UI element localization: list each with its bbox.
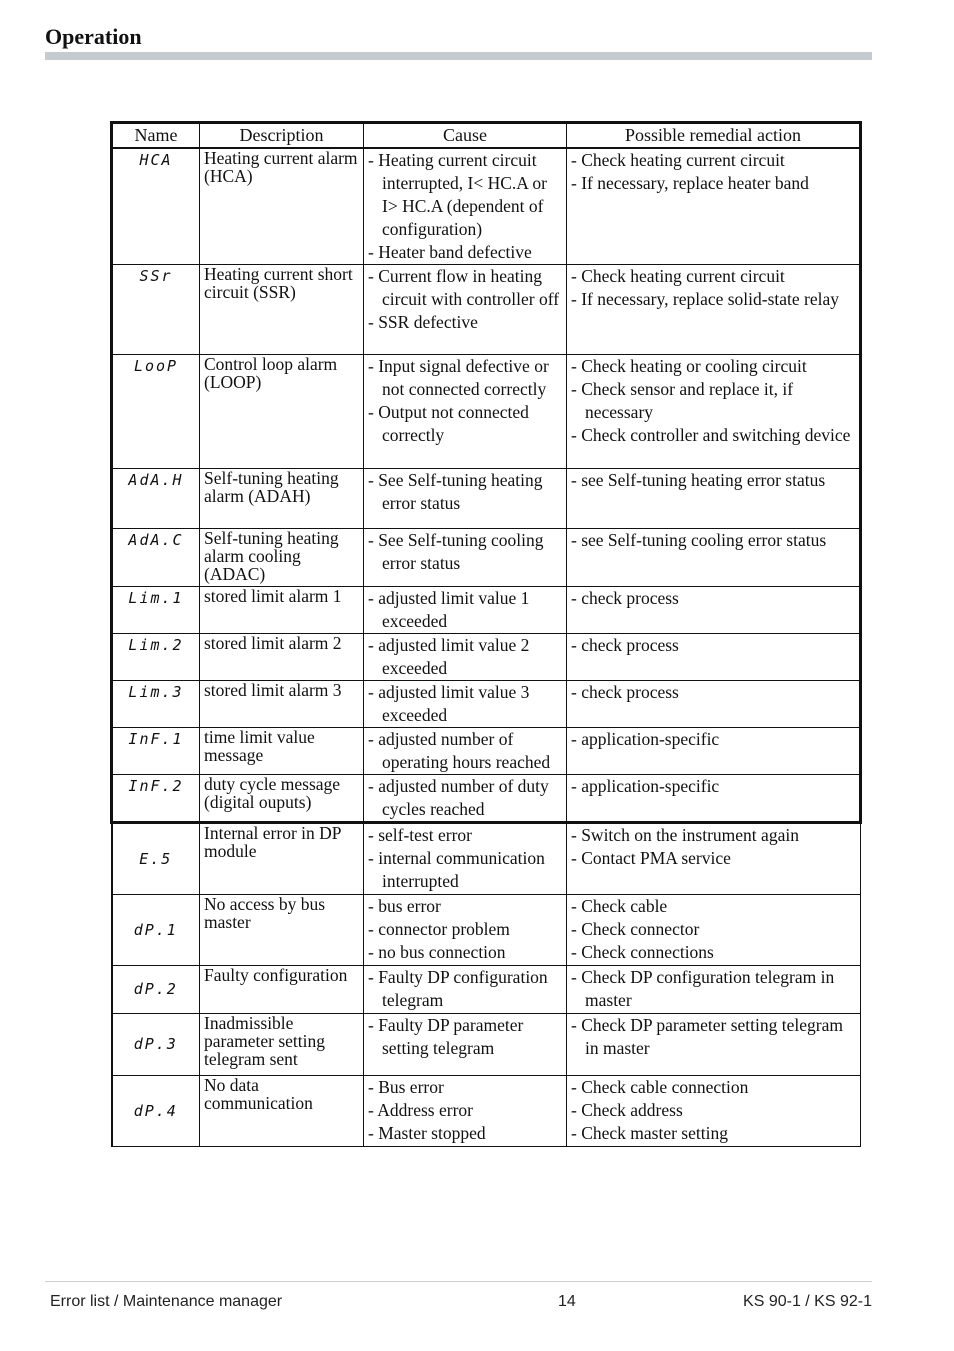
table-row bbox=[112, 634, 861, 681]
cause-list bbox=[368, 634, 562, 680]
remedy-list bbox=[571, 775, 855, 798]
error-description: Self-tuning heating alarm cooling (ADAC) bbox=[200, 529, 364, 587]
error-description: time limit value message bbox=[200, 728, 364, 775]
error-code: Lim.1 bbox=[112, 587, 200, 634]
column-header-remedy: Possible remedial action bbox=[567, 123, 861, 149]
error-cause bbox=[364, 895, 567, 966]
cause-list bbox=[368, 529, 562, 575]
remedy-item: - Check connector bbox=[571, 918, 856, 941]
remedy-item: - Check cable bbox=[571, 895, 856, 918]
error-code: dP.1 bbox=[112, 895, 200, 966]
remedial-action bbox=[567, 469, 861, 529]
cause-item: - SSR defective bbox=[368, 311, 562, 334]
cause-item: - Faulty DP configuration telegram bbox=[368, 966, 562, 1012]
remedial-action bbox=[567, 823, 861, 895]
remedial-action bbox=[567, 529, 861, 587]
error-description: Self-tuning heating alarm (ADAH) bbox=[200, 469, 364, 529]
remedy-item: - Contact PMA service bbox=[571, 847, 856, 870]
table-row bbox=[112, 728, 861, 775]
cause-item: - See Self-tuning heating error status bbox=[368, 469, 562, 515]
error-description: stored limit alarm 3 bbox=[200, 681, 364, 728]
cause-item: - Current flow in heating circuit with controller off bbox=[368, 265, 562, 311]
error-code: SSr bbox=[112, 265, 200, 355]
remedial-action bbox=[567, 728, 861, 775]
remedial-action bbox=[567, 587, 861, 634]
cause-item: - Address error bbox=[368, 1099, 562, 1122]
table-header-row bbox=[112, 123, 861, 149]
footer-product-name: KS 90-1 / KS 92-1 bbox=[743, 1293, 872, 1310]
error-code: dP.4 bbox=[112, 1076, 200, 1147]
error-description: No data communication bbox=[200, 1076, 364, 1147]
title-rule bbox=[45, 52, 872, 60]
remedy-item: - check process bbox=[571, 587, 855, 610]
cause-item: - Output not connected correctly bbox=[368, 401, 562, 447]
error-cause bbox=[364, 634, 567, 681]
cause-item: - Input signal defective or not connected correctly bbox=[368, 355, 562, 401]
remedy-item: - Check connections bbox=[571, 941, 856, 964]
remedial-action bbox=[567, 148, 861, 265]
table-row bbox=[112, 355, 861, 469]
remedy-item: - Switch on the instrument again bbox=[571, 824, 856, 847]
error-code: InF.1 bbox=[112, 728, 200, 775]
table-row bbox=[112, 587, 861, 634]
error-description: Heating current short circuit (SSR) bbox=[200, 265, 364, 355]
error-cause bbox=[364, 823, 567, 895]
cause-item: - Heater band defective bbox=[368, 241, 562, 264]
remedy-list bbox=[571, 587, 855, 610]
error-description: Faulty configuration bbox=[200, 966, 364, 1014]
remedial-action bbox=[567, 681, 861, 728]
table-row bbox=[112, 823, 861, 895]
remedial-action bbox=[567, 355, 861, 469]
cause-list bbox=[368, 1076, 562, 1145]
table-row bbox=[112, 681, 861, 728]
cause-list bbox=[368, 728, 562, 774]
cause-item: - adjusted limit value 3 exceeded bbox=[368, 681, 562, 727]
remedy-item: - Check sensor and replace it, if necessary bbox=[571, 378, 855, 424]
remedy-item: - check process bbox=[571, 634, 855, 657]
remedy-item: - Check DP parameter setting telegram in master bbox=[571, 1014, 856, 1060]
error-cause bbox=[364, 587, 567, 634]
cause-item: - connector problem bbox=[368, 918, 562, 941]
table-row bbox=[112, 148, 861, 265]
remedy-list bbox=[571, 265, 855, 311]
remedy-item: - Check address bbox=[571, 1099, 856, 1122]
remedy-item: - see Self-tuning heating error status bbox=[571, 469, 855, 492]
remedy-list bbox=[571, 634, 855, 657]
error-code: AdA.C bbox=[112, 529, 200, 587]
error-cause bbox=[364, 728, 567, 775]
remedy-list bbox=[571, 1076, 856, 1145]
remedy-item: - If necessary, replace solid-state relay bbox=[571, 288, 855, 311]
error-description: Heating current alarm (HCA) bbox=[200, 148, 364, 265]
error-description: stored limit alarm 2 bbox=[200, 634, 364, 681]
cause-item: - Heating current circuit interrupted, I< HC.A or I> HC.A (dependent of configuration) bbox=[368, 149, 562, 241]
cause-item: - no bus connection bbox=[368, 941, 562, 964]
cause-item: - See Self-tuning cooling error status bbox=[368, 529, 562, 575]
table-row bbox=[112, 895, 861, 966]
cause-list bbox=[368, 895, 562, 964]
error-description: Internal error in DP module bbox=[200, 823, 364, 895]
remedy-item: - Check DP configuration telegram in master bbox=[571, 966, 856, 1012]
cause-item: - adjusted number of duty cycles reached bbox=[368, 775, 562, 821]
remedy-item: - Check heating current circuit bbox=[571, 149, 855, 172]
error-description: duty cycle message (digital ouputs) bbox=[200, 775, 364, 823]
remedy-list bbox=[571, 469, 855, 492]
remedy-list bbox=[571, 895, 856, 964]
error-cause bbox=[364, 355, 567, 469]
error-cause bbox=[364, 1076, 567, 1147]
error-cause bbox=[364, 469, 567, 529]
remedy-item: - Check master setting bbox=[571, 1122, 856, 1145]
cause-list bbox=[368, 775, 562, 821]
error-code: Lim.3 bbox=[112, 681, 200, 728]
error-code: HCA bbox=[112, 148, 200, 265]
remedy-item: - If necessary, replace heater band bbox=[571, 172, 855, 195]
footer-rule bbox=[45, 1281, 872, 1282]
remedy-item: - Check controller and switching device bbox=[571, 424, 855, 447]
remedial-action bbox=[567, 1076, 861, 1147]
remedial-action bbox=[567, 265, 861, 355]
cause-item: - internal communication interrupted bbox=[368, 847, 562, 893]
error-cause bbox=[364, 1014, 567, 1076]
cause-item: - bus error bbox=[368, 895, 562, 918]
error-code: AdA.H bbox=[112, 469, 200, 529]
cause-list bbox=[368, 355, 562, 447]
table-row bbox=[112, 1076, 861, 1147]
remedy-list bbox=[571, 355, 855, 447]
remedy-list bbox=[571, 728, 855, 751]
remedy-item: - Check heating or cooling circuit bbox=[571, 355, 855, 378]
cause-list bbox=[368, 265, 562, 334]
cause-item: - self-test error bbox=[368, 824, 562, 847]
error-cause bbox=[364, 148, 567, 265]
remedial-action bbox=[567, 775, 861, 823]
error-code: Lim.2 bbox=[112, 634, 200, 681]
remedy-item: - Check heating current circuit bbox=[571, 265, 855, 288]
cause-list bbox=[368, 587, 562, 633]
cause-item: - adjusted limit value 2 exceeded bbox=[368, 634, 562, 680]
remedy-item: - Check cable connection bbox=[571, 1076, 856, 1099]
error-description: Inadmissible parameter setting telegram sent bbox=[200, 1014, 364, 1076]
cause-list bbox=[368, 966, 562, 1012]
column-header-name: Name bbox=[112, 123, 200, 149]
error-code: E.5 bbox=[112, 823, 200, 895]
remedy-item: - application-specific bbox=[571, 775, 855, 798]
table-row bbox=[112, 469, 861, 529]
table-row bbox=[112, 775, 861, 823]
remedial-action bbox=[567, 966, 861, 1014]
remedy-list bbox=[571, 529, 855, 552]
error-cause bbox=[364, 775, 567, 823]
remedy-list bbox=[571, 824, 856, 870]
cause-item: - adjusted number of operating hours reached bbox=[368, 728, 562, 774]
remedy-list bbox=[571, 1014, 856, 1060]
cause-list bbox=[368, 469, 562, 515]
cause-list bbox=[368, 681, 562, 727]
error-cause bbox=[364, 265, 567, 355]
remedial-action bbox=[567, 634, 861, 681]
cause-list bbox=[368, 1014, 562, 1060]
table-row bbox=[112, 1014, 861, 1076]
error-code: InF.2 bbox=[112, 775, 200, 823]
cause-item: - Master stopped bbox=[368, 1122, 562, 1145]
error-list-table bbox=[110, 121, 862, 1147]
remedy-list bbox=[571, 966, 856, 1012]
footer-section-title: Error list / Maintenance manager bbox=[50, 1293, 283, 1310]
column-header-description: Description bbox=[200, 123, 364, 149]
error-cause bbox=[364, 529, 567, 587]
cause-list bbox=[368, 149, 562, 264]
remedial-action bbox=[567, 895, 861, 966]
table-row bbox=[112, 265, 861, 355]
error-description: Control loop alarm (LOOP) bbox=[200, 355, 364, 469]
error-code: dP.2 bbox=[112, 966, 200, 1014]
cause-item: - adjusted limit value 1 exceeded bbox=[368, 587, 562, 633]
cause-item: - Bus error bbox=[368, 1076, 562, 1099]
remedy-item: - check process bbox=[571, 681, 855, 704]
cause-list bbox=[368, 824, 562, 893]
column-header-cause: Cause bbox=[364, 123, 567, 149]
remedy-item: - see Self-tuning cooling error status bbox=[571, 529, 855, 552]
error-code: dP.3 bbox=[112, 1014, 200, 1076]
error-description: No access by bus master bbox=[200, 895, 364, 966]
page-title: Operation bbox=[45, 24, 142, 49]
remedy-list bbox=[571, 149, 855, 195]
cause-item: - Faulty DP parameter setting telegram bbox=[368, 1014, 562, 1060]
error-cause bbox=[364, 966, 567, 1014]
table-row bbox=[112, 529, 861, 587]
remedial-action bbox=[567, 1014, 861, 1076]
error-description: stored limit alarm 1 bbox=[200, 587, 364, 634]
table-row bbox=[112, 966, 861, 1014]
error-code: LooP bbox=[112, 355, 200, 469]
remedy-item: - application-specific bbox=[571, 728, 855, 751]
remedy-list bbox=[571, 681, 855, 704]
page-number: 14 bbox=[558, 1293, 576, 1310]
error-cause bbox=[364, 681, 567, 728]
